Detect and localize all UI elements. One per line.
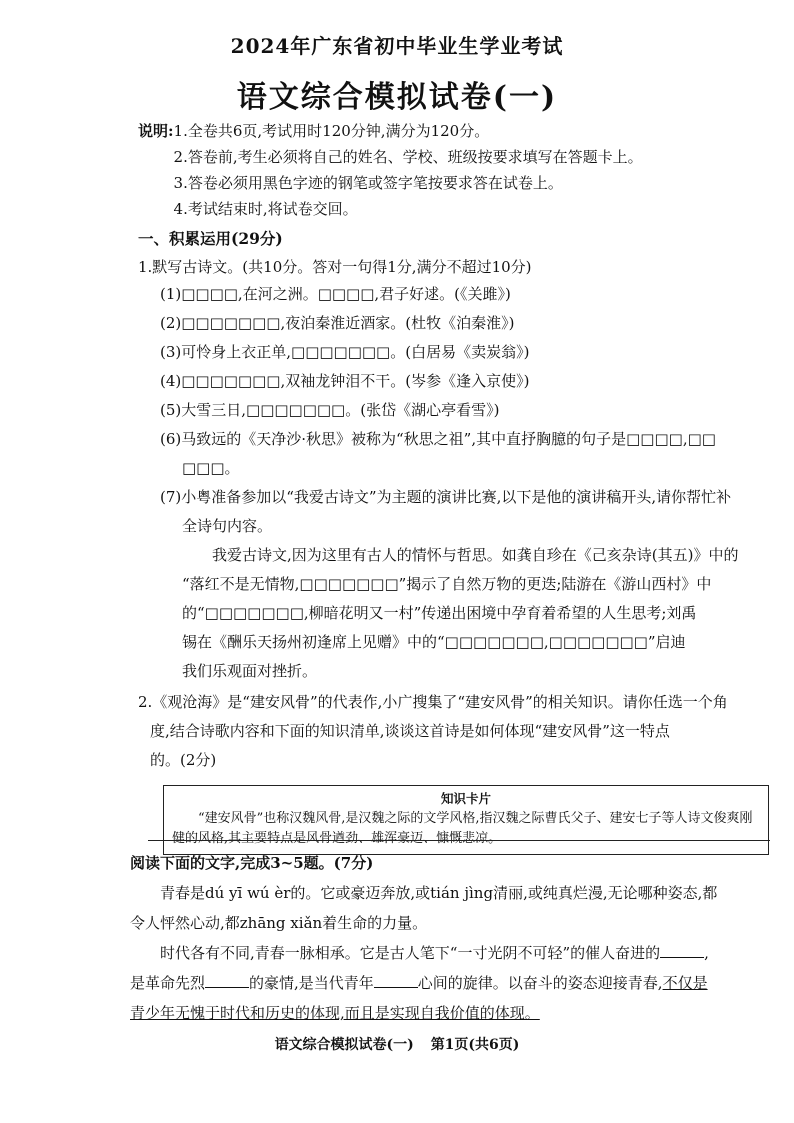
fill-blank — [205, 973, 249, 988]
reading-text: 的豪情,是当代青年 — [249, 974, 374, 992]
question-1-item: (4)□□□□□□□,双袖龙钟泪不干。(岑参《逢入京使》) — [160, 372, 530, 390]
paper-title: 语文综合模拟试卷(一) — [236, 80, 558, 115]
question-1-item: (5)大雪三日,□□□□□□□。(张岱《湖心亭看雪》) — [160, 401, 500, 419]
speech-line: 我们乐观面对挫折。 — [182, 662, 318, 680]
question-1-item-continuation: 全诗句内容。 — [182, 517, 273, 535]
knowledge-card-text: “建安风骨”也称汉魏风骨,是汉魏之际的文学风格,指汉魏之际曹氏父子、建安七子等人诗文俊爽刚健的风格,其主要特点是风骨遒劲、雄浑豪迈、慷慨悲凉。 — [172, 811, 753, 846]
knowledge-card-title: 知识卡片 — [440, 791, 491, 806]
question-2-line: 2.《观沧海》是“建安风骨”的代表作,小广搜集了“建安风骨”的相关知识。请你任选一个角 — [138, 693, 728, 711]
knowledge-card — [163, 785, 769, 855]
instruction-item: 2.答卷前,考生必须将自己的姓名、学校、班级按要求填写在答题卡上。 — [173, 148, 643, 166]
footer-paper-name: 语文综合模拟试卷(一) — [274, 1037, 414, 1053]
reading-line — [130, 998, 775, 1028]
reading-passage — [130, 848, 775, 1028]
speech-line: “落红不是无情物,□□□□□□□”揭示了自然万物的更迭;陆游在《游山西村》中 — [182, 575, 712, 593]
instructions-list — [174, 118, 774, 222]
question-1-item: (1)□□□□,在河之洲。□□□□,君子好逑。(《关雎》) — [160, 285, 511, 303]
speech-line: 锡在《酬乐天扬州初逢席上见赠》中的“□□□□□□□,□□□□□□□”启迪 — [182, 633, 686, 651]
question-1-item-continuation: □□□。 — [182, 459, 240, 477]
speech-excerpt — [138, 541, 774, 686]
question-2-line: 的。(2分) — [150, 751, 217, 769]
reading-line — [130, 968, 775, 998]
instruction-item: 4.考试结束时,将试卷交回。 — [173, 200, 358, 218]
page-footer — [0, 1034, 794, 1054]
exam-title: 2024年广东省初中毕业生学业考试 — [230, 34, 564, 58]
question-1-item: (7)小粤准备参加以“我爱古诗文”为主题的演讲比赛,以下是他的演讲稿开头,请你帮忙补 — [160, 488, 732, 506]
footer-page-info: 第1页(共6页) — [430, 1037, 520, 1053]
section-divider — [148, 840, 770, 841]
speech-line: 我爱古诗文,因为这里有古人的情怀与哲思。如龚自珍在《己亥杂诗(其五)》中的 — [212, 546, 739, 564]
instructions-label: 说明: — [138, 122, 174, 140]
instruction-item: 1.全卷共6页,考试用时120分钟,满分为120分。 — [173, 122, 490, 140]
question-2 — [138, 688, 774, 775]
reading-line: 令人怦然心动,都zhāng xiǎn着生命的力量。 — [130, 914, 428, 932]
question-1-item: (3)可怜身上衣正单,□□□□□□□。(白居易《卖炭翁》) — [160, 343, 530, 361]
fill-blank — [374, 973, 418, 988]
reading-text: 心间的旋律。以奋斗的姿态迎接青春, — [417, 974, 663, 992]
question-1-item: (2)□□□□□□□,夜泊秦淮近酒家。(杜牧《泊秦淮》) — [160, 314, 515, 332]
reading-heading: 阅读下面的文字,完成3~5题。(7分) — [130, 854, 374, 872]
question-1-stem: 1.默写古诗文。(共10分。答对一句得1分,满分不超过10分) — [138, 258, 532, 276]
question-2-line: 度,结合诗歌内容和下面的知识清单,谈谈这首诗是如何体现“建安风骨”这一特点 — [150, 722, 670, 740]
question-1-item: (6)马致远的《天净沙·秋思》被称为“秋思之祖”,其中直抒胸臆的句子是□□□□,□□ — [160, 430, 716, 448]
fill-blank — [660, 943, 704, 958]
reading-text: 时代各有不同,青春一脉相承。它是古人笔下“一寸光阴不可轻”的催人奋进的 — [160, 944, 661, 962]
reading-line: 青春是dú yī wú èr的。它或豪迈奔放,或tián jìng清丽,或纯真烂漫,无论哪种姿态,都 — [160, 884, 718, 902]
underlined-text: 不仅是 — [662, 974, 708, 992]
section-heading: 一、积累运用(29分) — [138, 229, 283, 248]
instruction-item: 3.答卷必须用黑色字迹的钢笔或签字笔按要求答在试卷上。 — [173, 174, 563, 192]
exam-body — [138, 118, 774, 855]
underlined-text: 青少年无愧于时代和历史的体现,而且是实现自我价值的体现。 — [130, 1004, 540, 1022]
speech-line: 的“□□□□□□□,柳暗花明又一村”传递出困境中孕育着希望的人生思考;刘禹 — [182, 604, 697, 622]
instructions — [138, 118, 774, 222]
reading-text: 是革命先烈 — [130, 974, 206, 992]
reading-line: 时代各有不同,青春一脉相承。它是古人笔下“一寸光阴不可轻”的催人奋进的 , — [160, 944, 709, 962]
